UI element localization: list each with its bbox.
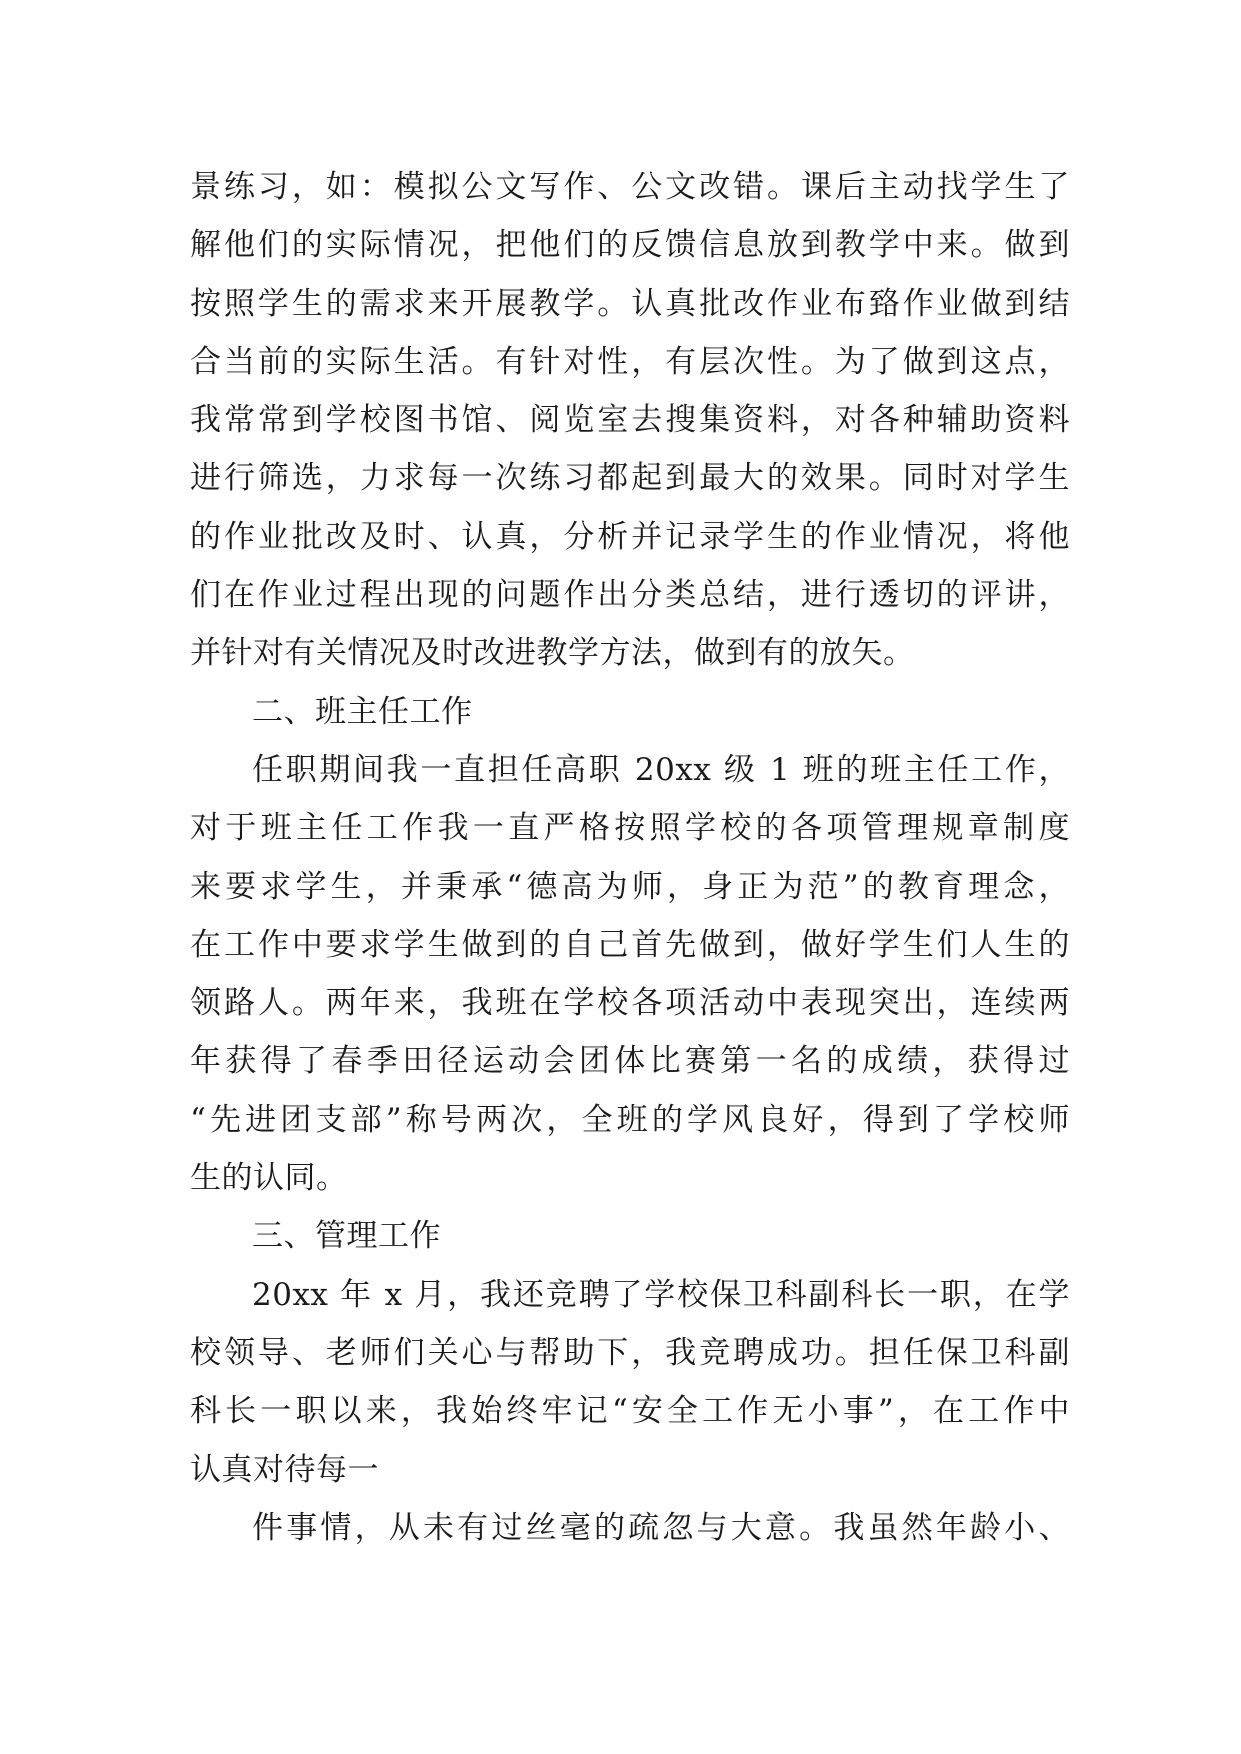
- text-line: 领路人。两年来，我班在学校各项活动中表现突出，连续两: [190, 985, 1070, 1022]
- text-line: 认真对待每一: [190, 1451, 379, 1488]
- text-line: 生的认同。: [190, 1160, 348, 1197]
- text-line: 们在作业过程出现的问题作出分类总结，进行透切的评讲，: [190, 577, 1070, 614]
- text-line: 的作业批改及时、认真，分析并记录学生的作业情况，将他: [190, 518, 1070, 555]
- text-line: 在工作中要求学生做到的自己首先做到，做好学生们人生的: [190, 926, 1070, 963]
- text-line: 进行筛选，力求每一次练习都起到最大的效果。同时对学生: [190, 460, 1070, 497]
- text-line: “先进团支部”称号两次，全班的学风良好，得到了学校师: [190, 1101, 1070, 1138]
- text-line: 并针对有关情况及时改进教学方法，做到有的放矢。: [190, 635, 915, 672]
- text-line: 校领导、老师们关心与帮助下，我竞聘成功。担任保卫科副: [190, 1334, 1070, 1371]
- text-line: 件事情，从未有过丝毫的疏忽与大意。我虽然年龄小、: [252, 1509, 1070, 1546]
- section-heading: 二、班主任工作: [252, 693, 473, 730]
- text-line: 解他们的实际情况，把他们的反馈信息放到教学中来。做到: [190, 227, 1070, 264]
- text-line: 来要求学生，并秉承“德高为师，身正为范”的教育理念，: [190, 868, 1070, 905]
- text-line: 按照学生的需求来开展教学。认真批改作业布臵作业做到结: [190, 285, 1070, 322]
- text-line: 我常常到学校图书馆、阅览室去搜集资料，对各种辅助资料: [190, 402, 1070, 439]
- text-line: 20xx 年 x 月，我还竞聘了学校保卫科副科长一职，在学: [252, 1276, 1070, 1313]
- text-line: 对于班主任工作我一直严格按照学校的各项管理规章制度: [190, 810, 1070, 847]
- text-line: 合当前的实际生活。有针对性，有层次性。为了做到这点，: [190, 343, 1070, 380]
- text-line: 任职期间我一直担任高职 20xx 级 1 班的班主任工作，: [252, 751, 1070, 788]
- text-line: 年获得了春季田径运动会团体比赛第一名的成绩，获得过: [190, 1043, 1070, 1080]
- text-line: 景练习，如：模拟公文写作、公文改错。课后主动找学生了: [190, 169, 1070, 205]
- section-heading: 三、管理工作: [252, 1218, 441, 1255]
- text-line: 科长一职以来，我始终牢记“安全工作无小事”，在工作中: [190, 1393, 1070, 1430]
- document-body: [190, 158, 1070, 1557]
